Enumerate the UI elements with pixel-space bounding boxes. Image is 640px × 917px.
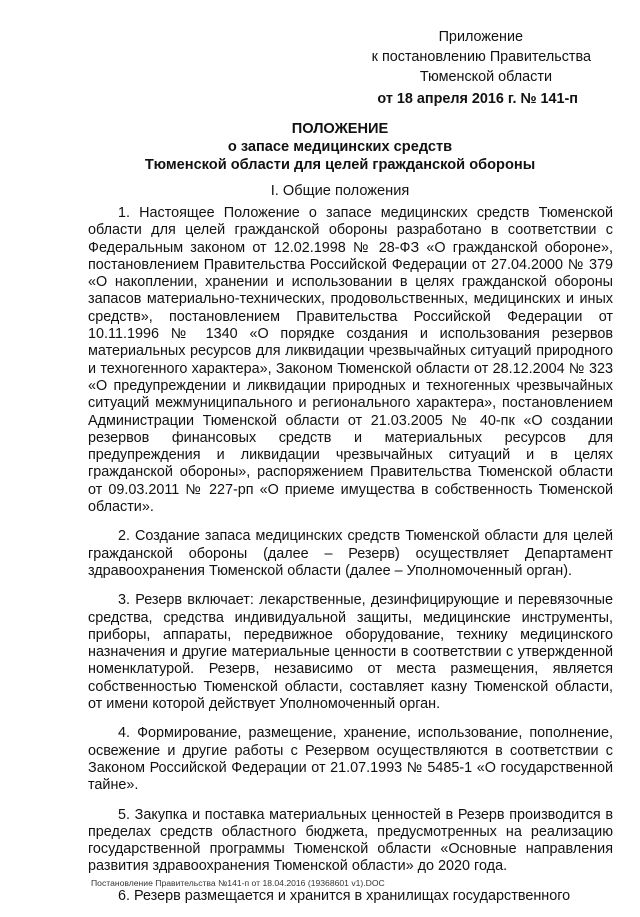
document-body xyxy=(88,205,613,917)
section-heading: I. Общие положения xyxy=(270,183,410,199)
paragraph-1: 1. Настоящее Положение о запасе медицинских средств Тюменской области для целей гражданской обороны разработано в соответствии с Федеральным законом от 12.02.1998 № 28-ФЗ «О гражданской обороне», постановлением Правительства Российской Федерации от 27.04.2000 № 379 «О накоплении, хранении и использовании в целях гражданской обороны запасов материально-технических, продовольственных, медицинских и иных средств», постановлением Правительства Российской Федерации от 10.11.1996 № 1340 «О порядке создания и использования резервов материальных ресурсов для ликвидации чрезвычайных ситуаций природного и техногенного характера», Законом Тюменской области от 28.12.2004 № 323 «О предупреждении и ликвидации природных и техногенных чрезвычайных ситуаций межмуниципального и регионального характера», постановлением Администрации Тюменской области от 21.03.2005 № 40-пк «О создании резервов финансовых средств и материальных ресурсов для предупреждения и ликвидации чрезвычайных ситуаций и в целях гражданской обороны», распоряжением Правительства Тюменской области от 09.03.2011 № 227-рп «О приеме имущества в собственность Тюменской области». xyxy=(88,205,613,516)
paragraph-3: 3. Резерв включает: лекарственные, дезинфицирующие и перевязочные средства, средства индивидуальной защиты, медицинские инструменты, приборы, аппараты, передвижное оборудование, технику медицинского назначения и другие материальные ценности в соответствии с утвержденной номенклатурой. Резерв, независимо от места размещения, является собственностью Тюменской области, составляет казну Тюменской области, от имени которой действует Уполномоченный орган. xyxy=(88,592,613,713)
file-footer: Постановление Правительства №141-п от 18.04.2016 (19368601 v1).DOC xyxy=(91,878,385,888)
appendix-date-number: от 18 апреля 2016 г. № 141-п xyxy=(377,91,578,107)
paragraph-5: 5. Закупка и поставка материальных ценностей в Резерв производится в пределах средств областного бюджета, предусмотренных на реализацию государственной программы Тюменской области «Основные направления развития здравоохранения Тюменской области» до 2020 года. xyxy=(88,806,613,875)
appendix-header xyxy=(360,27,615,109)
title-line-1: ПОЛОЖЕНИЕ xyxy=(291,121,389,137)
appendix-resolution-ref: к постановлению Правительства xyxy=(371,49,591,65)
title-line-3: Тюменской области для целей гражданской обороны xyxy=(144,157,536,173)
paragraph-6: 6. Резерв размещается и хранится в хранилищах государственного xyxy=(118,887,571,904)
appendix-label: Приложение xyxy=(438,29,523,45)
paragraph-2: 2. Создание запаса медицинских средств Тюменской области для целей гражданской обороны (далее – Резерв) осуществляет Департамент здравоохранения Тюменской области (далее – Уполномоченный орган). xyxy=(88,528,613,579)
title-line-2: о запасе медицинских средств xyxy=(227,139,453,155)
paragraph-4: 4. Формирование, размещение, хранение, использование, пополнение, освежение и другие работы с Резервом осуществляются в соответствии с Законом Российской Федерации от 21.07.1993 № 5485-1 «О государственной тайне». xyxy=(88,725,613,794)
document-title xyxy=(60,120,620,174)
appendix-region: Тюменской области xyxy=(419,69,552,85)
